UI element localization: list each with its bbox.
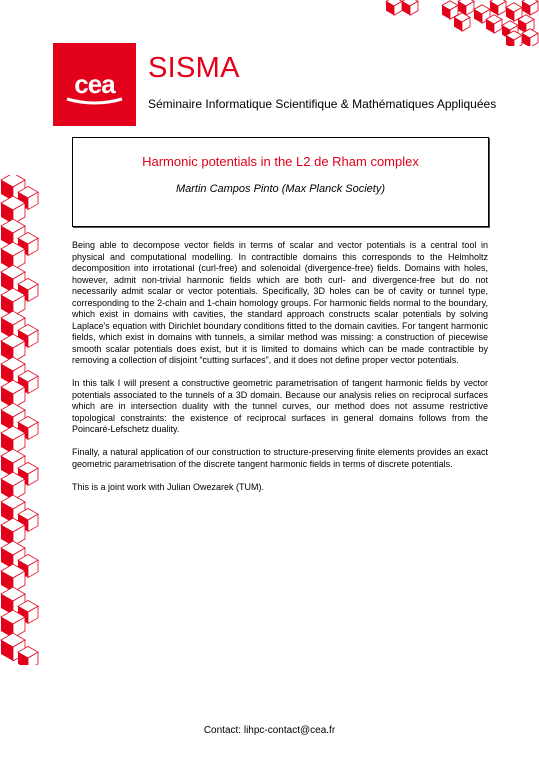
abstract-paragraph-3: Finally, a natural application of our construction to structure-preserving finite elements provides an exact geometric parametrisation of the discrete tangent harmonic fields in terms of discrete potentials. — [72, 447, 488, 469]
talk-speaker: Martin Campos Pinto (Max Planck Society) — [175, 183, 386, 195]
talk-box — [72, 137, 489, 227]
cube-top — [386, 0, 402, 15]
abstract-paragraph-4: This is a joint work with Julian Owezarek (TUM). — [72, 481, 265, 492]
cea-logo — [53, 43, 136, 126]
abstract — [72, 240, 488, 505]
talk-title: Harmonic potentials in the L2 de Rham complex — [142, 154, 419, 169]
abstract-paragraph-2: In this talk I will present a constructive geometric parametrisation of tangent harmonic fields by vector potentials associated to the tunnels of a 3D domain. Because our analysis relies on reciprocal surfaces which are in intersection duality with the tunnel curves, our method does not assume restrictive topological constraints: the existence of reciprocal surfaces in general domains follows from the Poincaré-Lefschetz duality. — [72, 378, 488, 434]
cube-top — [458, 0, 474, 15]
logo-text: cea — [74, 69, 115, 99]
cea-logo-icon — [53, 43, 136, 126]
cube-pattern-top-icon — [380, 0, 539, 46]
cube-top — [490, 0, 506, 15]
cube-pattern-left-icon — [0, 175, 40, 665]
cube-top — [522, 0, 538, 15]
logo-swoosh — [67, 99, 122, 103]
abstract-paragraph-1: Being able to decompose vector fields in terms of scalar and vector potentials is a central tool in physical and computational modelling. In contractible domains this corresponds to the Helmholtz decomposition into irrotational (curl-free) and solenoidal (divergence-free) fields. Domains with holes, however, admit non-trivial harmonic fields which are both curl- and divergence-free but do not necessarily admit scalar or vector potentials. Specifically, 3D holes can be of cavity or tunnel type, corresponding to the 2-chain and 1-chain homology groups. For harmonic fields normal to the boundary, which exist in domains with cavities, the standard approach constructs scalar potentials by solving Laplace's equation with Dirichlet boundary conditions fitted to the domain cavities. For tangent harmonic fields, which exist in domains with tunnels, a similar method was missing: a construction of piecewise smooth scalar potentials does exist, but it is limited to domains which can be made contractible by removing a collection of disjoint “cutting surfaces”, and it does not define proper vector potentials. — [72, 240, 488, 365]
page-subtitle: Séminaire Informatique Scientifique & Mathématiques Appliquées — [148, 97, 497, 111]
page-title: SISMA — [148, 52, 240, 84]
cube-top — [402, 0, 418, 15]
contact-footer: Contact: lihpc-contact@cea.fr — [203, 725, 336, 736]
